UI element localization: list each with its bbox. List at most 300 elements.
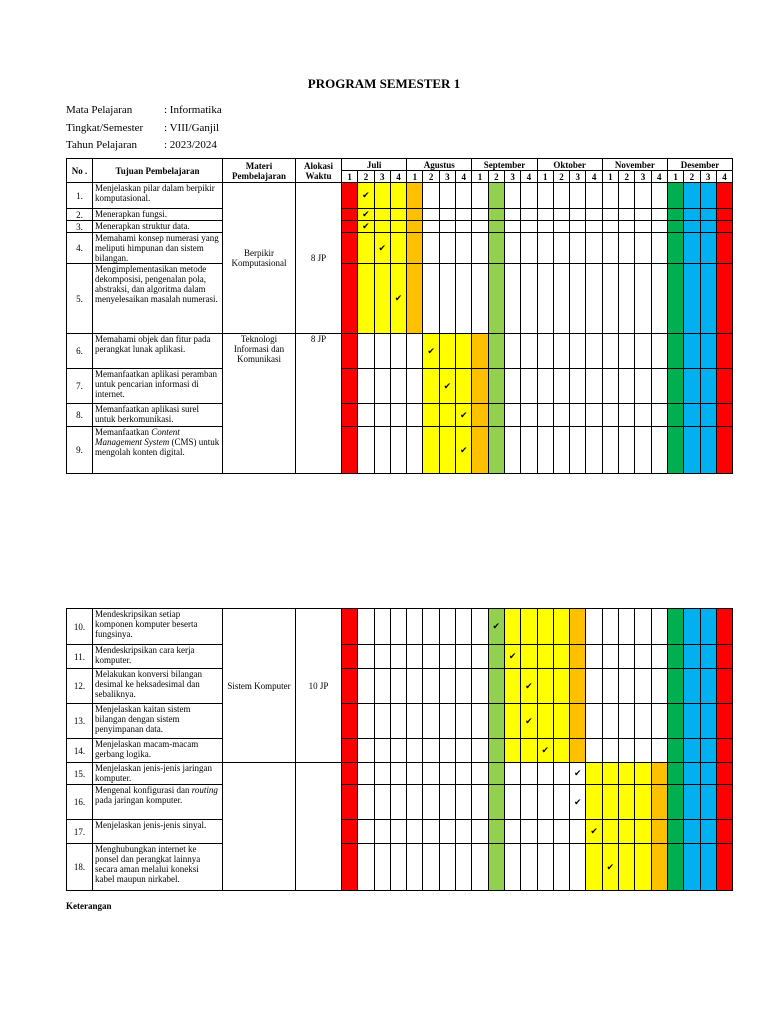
week-cell: [358, 209, 374, 221]
week-cell: [586, 669, 602, 704]
week-cell: [684, 221, 700, 233]
week-cell: [390, 221, 406, 233]
week-cell: [390, 404, 406, 427]
week-cell: [602, 334, 618, 369]
week-cell: [504, 334, 520, 369]
week-cell: [684, 763, 700, 785]
week-cell: [488, 404, 504, 427]
row-number: 15.: [67, 763, 93, 785]
week-cell: [456, 369, 472, 404]
week-cell: [635, 209, 651, 221]
week-cell: [553, 645, 569, 669]
check-mark-icon: ✔: [459, 409, 468, 420]
week-cell: [716, 264, 732, 334]
week-cell: [570, 209, 586, 221]
week-cell: [504, 645, 520, 669]
week-cell: [602, 704, 618, 739]
week-cell: [439, 233, 455, 264]
week-cell: [651, 233, 667, 264]
week-cell: [439, 369, 455, 404]
week-cell: [700, 404, 716, 427]
week-cell: [716, 739, 732, 763]
week-cell: [342, 369, 358, 404]
week-cell: [635, 669, 651, 704]
week-cell: [488, 609, 504, 645]
week-cell: [423, 609, 439, 645]
week-cell: [537, 609, 553, 645]
week-cell: [537, 404, 553, 427]
row-number: 16.: [67, 785, 93, 820]
week-cell: [407, 404, 423, 427]
week-cell: [684, 209, 700, 221]
tujuan-text: Mengenal konfigurasi dan: [95, 785, 192, 795]
header-week: 1: [667, 171, 683, 183]
week-cell: [358, 221, 374, 233]
week-cell: [586, 221, 602, 233]
week-cell: [504, 704, 520, 739]
week-cell: [358, 669, 374, 704]
week-cell: [374, 844, 390, 891]
week-cell: [553, 404, 569, 427]
program-table-part1: [66, 158, 733, 474]
week-cell: [423, 669, 439, 704]
header-week: 1: [537, 171, 553, 183]
header-week: 4: [716, 171, 732, 183]
header-week: 3: [635, 171, 651, 183]
week-cell: [390, 609, 406, 645]
week-cell: [374, 209, 390, 221]
tujuan-text-italic: routing: [191, 785, 218, 795]
week-cell: [390, 233, 406, 264]
week-cell: [456, 645, 472, 669]
week-cell: [374, 739, 390, 763]
week-cell: [407, 427, 423, 474]
header-tujuan: Tujuan Pembelajaran: [93, 159, 223, 183]
tujuan-cell: [93, 785, 223, 820]
week-cell: [602, 427, 618, 474]
table-row: [67, 844, 733, 891]
tujuan-cell: Menjelaskan pilar dalam berpikir komputasional.: [93, 183, 223, 209]
week-cell: [619, 264, 635, 334]
week-cell: [488, 704, 504, 739]
row-number: 17.: [67, 820, 93, 844]
week-cell: [407, 820, 423, 844]
week-cell: [700, 369, 716, 404]
week-cell: [570, 233, 586, 264]
row-number: 12.: [67, 669, 93, 704]
week-cell: [602, 609, 618, 645]
week-cell: [488, 844, 504, 891]
week-cell: [407, 645, 423, 669]
week-cell: [553, 334, 569, 369]
week-cell: [439, 844, 455, 891]
week-cell: [472, 233, 488, 264]
info-value: : 2023/2024: [164, 139, 217, 151]
week-cell: [407, 609, 423, 645]
week-cell: [602, 233, 618, 264]
week-cell: [423, 739, 439, 763]
week-cell: [635, 820, 651, 844]
week-cell: [423, 645, 439, 669]
week-cell: [342, 645, 358, 669]
week-cell: [472, 609, 488, 645]
week-cell: [521, 233, 537, 264]
week-cell: [488, 785, 504, 820]
week-cell: [700, 739, 716, 763]
week-cell: [537, 221, 553, 233]
week-cell: [570, 739, 586, 763]
week-cell: [651, 209, 667, 221]
week-cell: [521, 264, 537, 334]
header-week: 2: [423, 171, 439, 183]
week-cell: [423, 704, 439, 739]
week-cell: [521, 704, 537, 739]
week-cell: [635, 221, 651, 233]
week-cell: [358, 785, 374, 820]
table-row: [67, 645, 733, 669]
table-row: [67, 264, 733, 334]
row-number: 3.: [67, 221, 93, 233]
week-cell: [553, 704, 569, 739]
table-row: [67, 820, 733, 844]
week-cell: [537, 763, 553, 785]
week-cell: [342, 264, 358, 334]
check-mark-icon: ✔: [574, 768, 582, 778]
week-cell: [602, 669, 618, 704]
week-cell: [488, 427, 504, 474]
header-month: Desember: [667, 159, 732, 171]
week-cell: [456, 669, 472, 704]
week-cell: [619, 785, 635, 820]
week-cell: [504, 404, 520, 427]
week-cell: [716, 669, 732, 704]
week-cell: [537, 704, 553, 739]
week-cell: [423, 404, 439, 427]
week-cell: [488, 739, 504, 763]
week-cell: [472, 669, 488, 704]
week-cell: [456, 609, 472, 645]
week-cell: [521, 369, 537, 404]
header-week: 4: [651, 171, 667, 183]
program-table-part2: [66, 608, 733, 891]
materi-cell: [223, 763, 296, 891]
week-cell: [716, 785, 732, 820]
week-cell: [358, 645, 374, 669]
week-cell: [521, 404, 537, 427]
week-cell: [635, 369, 651, 404]
week-cell: [667, 844, 683, 891]
week-cell: [472, 404, 488, 427]
week-cell: [586, 704, 602, 739]
week-cell: [619, 820, 635, 844]
header-week: 3: [439, 171, 455, 183]
tujuan-text: (CMS) untuk mengolah konten digital.: [95, 437, 220, 457]
week-cell: [651, 334, 667, 369]
week-cell: [700, 221, 716, 233]
week-cell: [586, 209, 602, 221]
header-month: September: [472, 159, 537, 171]
week-cell: [488, 645, 504, 669]
week-cell: [504, 209, 520, 221]
week-cell: [619, 704, 635, 739]
tujuan-cell: Menjelaskan kaitan sistem bilangan dengan sistem penyimpanan data.: [93, 704, 223, 739]
week-cell: [488, 209, 504, 221]
week-cell: [472, 264, 488, 334]
week-cell: [521, 645, 537, 669]
week-cell: [602, 820, 618, 844]
week-cell: [374, 763, 390, 785]
week-cell: [602, 369, 618, 404]
header-week: 1: [472, 171, 488, 183]
week-cell: [456, 233, 472, 264]
week-cell: [684, 820, 700, 844]
table-row: [67, 739, 733, 763]
header-week: 2: [488, 171, 504, 183]
week-cell: [537, 427, 553, 474]
week-cell: [423, 427, 439, 474]
info-row: [66, 120, 222, 136]
info-value: : Informatika: [164, 104, 222, 116]
week-cell: [602, 785, 618, 820]
week-cell: [390, 739, 406, 763]
week-cell: [651, 785, 667, 820]
week-cell: [651, 704, 667, 739]
table-row: [67, 763, 733, 785]
week-cell: [651, 844, 667, 891]
week-cell: [716, 820, 732, 844]
week-cell: [504, 609, 520, 645]
info-label: Tahun Pelajaran: [66, 139, 138, 151]
materi-cell: Berpikir Komputasional: [223, 183, 296, 334]
page-title: PROGRAM SEMESTER 1: [307, 76, 461, 91]
week-cell: [586, 844, 602, 891]
week-cell: [439, 609, 455, 645]
week-cell: [488, 221, 504, 233]
week-cell: [651, 669, 667, 704]
header-week: 4: [390, 171, 406, 183]
week-cell: [716, 404, 732, 427]
week-cell: [586, 369, 602, 404]
week-cell: [407, 233, 423, 264]
week-cell: [390, 763, 406, 785]
week-cell: [553, 264, 569, 334]
header-week: 3: [570, 171, 586, 183]
week-cell: [456, 427, 472, 474]
week-cell: [553, 183, 569, 209]
week-cell: [553, 669, 569, 704]
week-cell: [667, 209, 683, 221]
week-cell: [439, 183, 455, 209]
week-cell: [716, 704, 732, 739]
week-cell: [537, 209, 553, 221]
week-cell: [423, 820, 439, 844]
week-cell: [472, 820, 488, 844]
week-cell: [635, 404, 651, 427]
week-cell: [358, 334, 374, 369]
week-cell: [619, 209, 635, 221]
tujuan-cell: Mendeskripsikan setiap komponen komputer beserta fungsinya.: [93, 609, 223, 645]
week-cell: [390, 645, 406, 669]
week-cell: [619, 645, 635, 669]
week-cell: [570, 669, 586, 704]
week-cell: [456, 785, 472, 820]
week-cell: [553, 785, 569, 820]
week-cell: [358, 404, 374, 427]
week-cell: [456, 763, 472, 785]
week-cell: [619, 763, 635, 785]
week-cell: [684, 704, 700, 739]
week-cell: [456, 844, 472, 891]
week-cell: [504, 844, 520, 891]
week-cell: [504, 669, 520, 704]
week-cell: [488, 334, 504, 369]
row-number: 10.: [67, 609, 93, 645]
week-cell: [570, 334, 586, 369]
check-mark-icon: ✔: [394, 293, 403, 303]
check-mark-icon: ✔: [443, 380, 452, 391]
week-cell: [521, 763, 537, 785]
week-cell: [358, 264, 374, 334]
week-cell: [423, 334, 439, 369]
table-row: [67, 209, 733, 221]
week-cell: [537, 739, 553, 763]
week-cell: [651, 739, 667, 763]
info-row: [66, 102, 222, 118]
info-label: Mata Pelajaran: [66, 104, 133, 116]
week-cell: [667, 609, 683, 645]
week-cell: [586, 334, 602, 369]
week-cell: [472, 183, 488, 209]
week-cell: [684, 264, 700, 334]
week-cell: [521, 183, 537, 209]
week-cell: [586, 427, 602, 474]
header-materi: Materi Pembelajaran: [223, 159, 296, 183]
tujuan-cell: Menerapkan fungsi.: [93, 209, 223, 221]
week-cell: [407, 669, 423, 704]
week-cell: [521, 669, 537, 704]
week-cell: [667, 334, 683, 369]
week-cell: [586, 763, 602, 785]
week-cell: [635, 427, 651, 474]
week-cell: [651, 404, 667, 427]
week-cell: [635, 183, 651, 209]
week-cell: [342, 820, 358, 844]
row-number: 5.: [67, 264, 93, 334]
week-cell: [684, 427, 700, 474]
week-cell: [456, 209, 472, 221]
week-cell: [488, 669, 504, 704]
week-cell: [684, 404, 700, 427]
tujuan-text: Memanfaatkan: [95, 427, 152, 437]
week-cell: [504, 264, 520, 334]
header-month: November: [602, 159, 667, 171]
week-cell: [456, 221, 472, 233]
week-cell: [521, 785, 537, 820]
week-cell: [521, 209, 537, 221]
week-cell: [439, 763, 455, 785]
week-cell: [700, 645, 716, 669]
week-cell: [553, 221, 569, 233]
row-number: 1.: [67, 183, 93, 209]
week-cell: [358, 704, 374, 739]
table-row: [67, 785, 733, 820]
week-cell: [456, 183, 472, 209]
week-cell: [521, 334, 537, 369]
week-cell: [407, 704, 423, 739]
week-cell: [716, 183, 732, 209]
week-cell: [407, 334, 423, 369]
week-cell: [553, 844, 569, 891]
row-number: 9.: [67, 427, 93, 474]
row-number: 6.: [67, 334, 93, 369]
week-cell: [439, 785, 455, 820]
week-cell: [390, 844, 406, 891]
week-cell: [456, 739, 472, 763]
week-cell: [439, 669, 455, 704]
week-cell: [700, 209, 716, 221]
header-no: No .: [67, 159, 93, 183]
week-cell: [390, 183, 406, 209]
week-cell: [374, 221, 390, 233]
week-cell: [537, 669, 553, 704]
week-cell: [635, 264, 651, 334]
table-row: [67, 221, 733, 233]
week-cell: [472, 369, 488, 404]
week-cell: [504, 763, 520, 785]
week-cell: [700, 264, 716, 334]
check-mark-icon: ✔: [362, 209, 370, 219]
header-month: Juli: [342, 159, 407, 171]
header-week: 1: [407, 171, 423, 183]
table-row: [67, 704, 733, 739]
week-cell: [667, 763, 683, 785]
week-cell: [407, 739, 423, 763]
week-cell: [716, 763, 732, 785]
week-cell: [504, 427, 520, 474]
tujuan-cell: Memanfaatkan aplikasi surel untuk berkomunikasi.: [93, 404, 223, 427]
week-cell: [667, 233, 683, 264]
week-cell: [488, 264, 504, 334]
week-cell: [570, 427, 586, 474]
tujuan-cell: Menjelaskan jenis-jenis jaringan komputer.: [93, 763, 223, 785]
table-row: [67, 183, 733, 209]
check-mark-icon: ✔: [525, 680, 533, 691]
week-cell: [439, 704, 455, 739]
week-cell: [716, 209, 732, 221]
table-row: [67, 404, 733, 427]
table-row: [67, 427, 733, 474]
week-cell: [684, 183, 700, 209]
materi-cell: Sistem Komputer: [223, 609, 296, 763]
week-cell: [374, 404, 390, 427]
week-cell: [716, 645, 732, 669]
week-cell: [358, 609, 374, 645]
week-cell: [423, 233, 439, 264]
alokasi-cell: 10 JP: [296, 609, 342, 763]
week-cell: [488, 233, 504, 264]
week-cell: [358, 739, 374, 763]
week-cell: [488, 369, 504, 404]
week-cell: [374, 785, 390, 820]
week-cell: [700, 704, 716, 739]
week-cell: [521, 221, 537, 233]
week-cell: [602, 221, 618, 233]
week-cell: [619, 844, 635, 891]
week-cell: [651, 369, 667, 404]
tujuan-cell: Memahami konsep numerasi yang meliputi himpunan dan sistem bilangan.: [93, 233, 223, 264]
week-cell: [619, 221, 635, 233]
week-cell: [570, 785, 586, 820]
